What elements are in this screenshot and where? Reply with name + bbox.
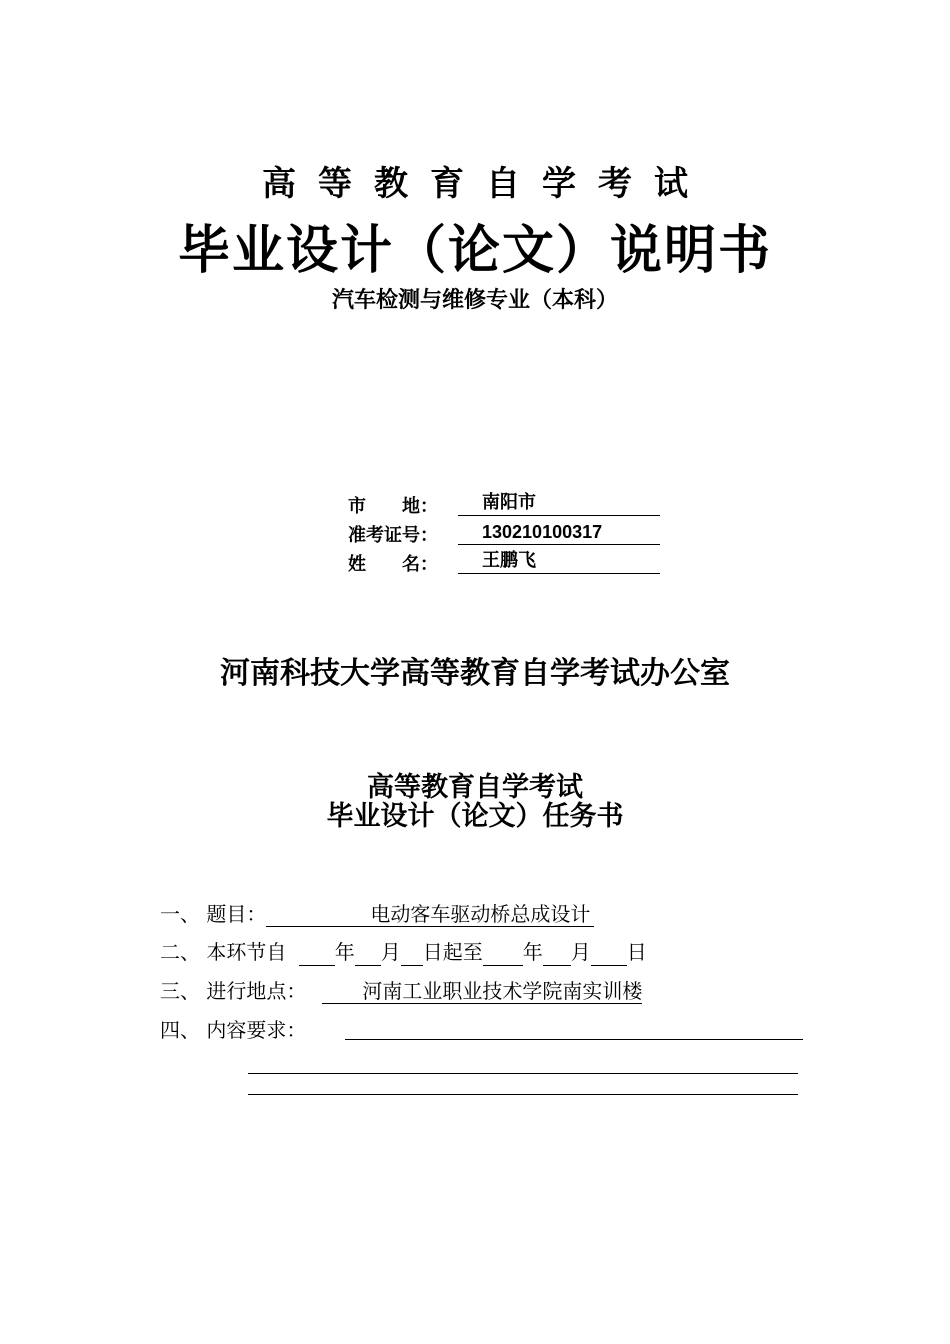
location-value: 河南工业职业技术学院南实训楼	[322, 979, 642, 1004]
name-value: 王鹏飞	[458, 550, 660, 574]
topic-value: 电动客车驱动桥总成设计	[266, 902, 594, 927]
end-year-blank	[483, 941, 523, 966]
exam-id-label: 准考证号：	[348, 525, 438, 546]
topic-label: 一、 题目：	[160, 902, 267, 926]
requirements-label: 四、 内容要求：	[160, 1018, 307, 1042]
start-month-blank	[355, 941, 381, 966]
task-item-topic	[160, 900, 594, 928]
day-label-start: 日起至	[422, 940, 483, 964]
requirements-line-2	[248, 1073, 798, 1074]
period-label: 二、 本环节自	[160, 940, 287, 964]
main-title: 毕业设计（论文）说明书	[177, 220, 772, 281]
exam-id-value: 130210100317	[458, 521, 660, 545]
name-label: 姓 名：	[348, 554, 438, 575]
start-year-blank	[299, 941, 335, 966]
office-name: 河南科技大学高等教育自学考试办公室	[220, 656, 730, 691]
task-item-location	[160, 977, 642, 1005]
task-item-requirements	[160, 1016, 306, 1044]
month-label-start: 月	[380, 940, 401, 964]
day-label-end: 日	[626, 940, 647, 964]
task-title-line1: 高等教育自学考试	[367, 772, 583, 803]
task-item-period	[160, 938, 647, 966]
city-label: 市 地：	[348, 496, 438, 517]
task-title-line2: 毕业设计（论文）任务书	[326, 801, 624, 832]
requirements-line-1	[345, 1039, 803, 1040]
year-label-start: 年	[334, 940, 355, 964]
major-subtitle: 汽车检测与维修专业（本科）	[331, 287, 618, 313]
location-label: 三、 进行地点：	[160, 979, 307, 1003]
exam-title: 高等教育自学考试	[262, 164, 710, 204]
end-day-blank	[591, 941, 627, 966]
city-value: 南阳市	[458, 492, 660, 516]
month-label-end: 月	[570, 940, 591, 964]
start-day-blank	[401, 941, 423, 966]
end-month-blank	[543, 941, 571, 966]
year-label-end: 年	[522, 940, 543, 964]
requirements-line-3	[248, 1094, 798, 1095]
